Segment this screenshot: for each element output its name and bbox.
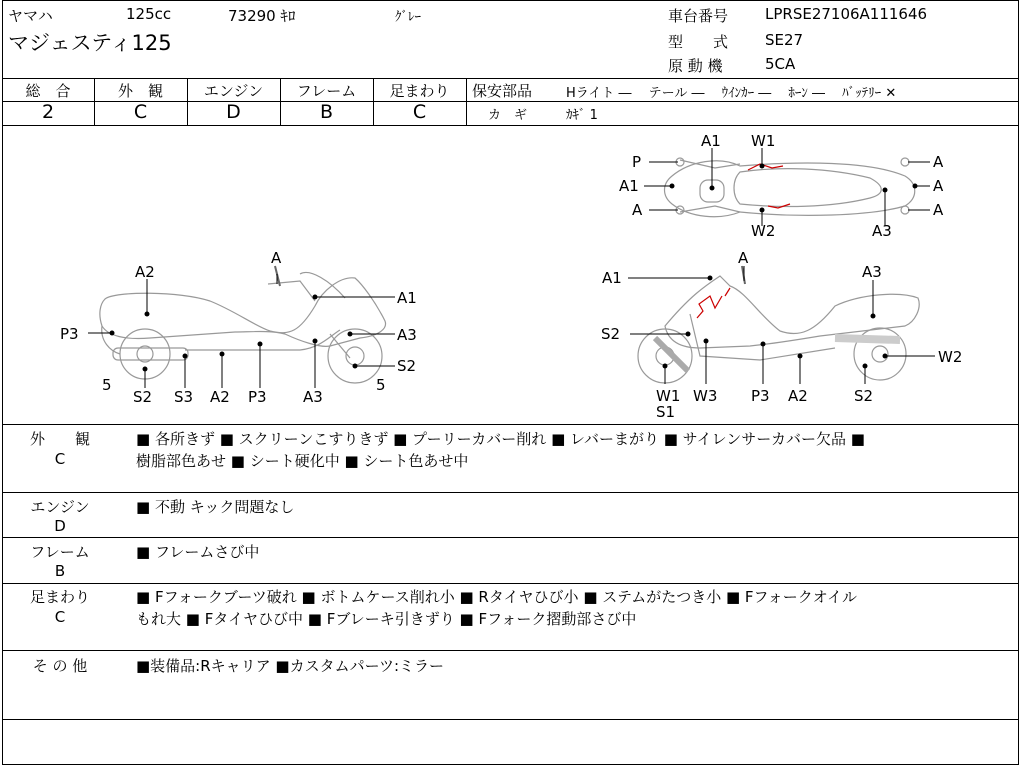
grade-total-label: 総 合 xyxy=(25,82,71,100)
divider xyxy=(2,424,1019,425)
diagram-label: P3 xyxy=(60,325,79,343)
safety-items: Hライト ― テール ― ｳｲﾝｶｰ ― ﾎｰﾝ ― ﾊﾞｯﾃﾘｰ ✕ xyxy=(566,86,897,101)
diagram-label: S2 xyxy=(397,357,417,375)
frame-no-label: 車台番号 xyxy=(668,7,729,25)
model-name: マジェスティ125 xyxy=(8,31,172,55)
divider xyxy=(2,719,1019,720)
section-label: 足まわり xyxy=(29,588,90,606)
diagram-label: W2 xyxy=(938,348,963,366)
section-grade: C xyxy=(54,608,66,626)
section-line: ■装備品:Rキャリア ■カスタムパーツ:ミラー xyxy=(136,657,445,675)
grade-suspension-label: 足まわり xyxy=(389,82,450,100)
section-line: ■ Fフォークブーツ破れ ■ ボトムケース削れ小 ■ Rタイヤひび小 ■ ステムがたつき小 ■ Fフォークオイル xyxy=(136,588,858,606)
section-line: ■ 不動 キック問題なし xyxy=(136,498,295,516)
divider xyxy=(2,583,1019,584)
diagram-label: A1 xyxy=(701,132,721,150)
divider xyxy=(2,650,1019,651)
divider xyxy=(466,101,1019,102)
key-label: カ ギ xyxy=(488,108,528,123)
color: ｸﾞﾚｰ xyxy=(395,10,421,25)
diagram-label: S1 xyxy=(656,403,676,421)
diagram-label: P3 xyxy=(248,388,267,406)
section-grade: D xyxy=(54,517,66,535)
diagram-label: 5 xyxy=(102,376,112,394)
diagram-label: A1 xyxy=(397,289,417,307)
mileage: 73290 ｷﾛ xyxy=(228,7,296,25)
grade-exterior-label: 外 観 xyxy=(117,82,163,100)
engine-value: 5CA xyxy=(765,55,796,73)
diagram-label: W1 xyxy=(656,387,681,405)
section-line: もれ大 ■ Fタイヤひび中 ■ Fブレーキ引きずり ■ Fフォーク摺動部さび中 xyxy=(136,610,637,628)
section-grade: C xyxy=(54,450,66,468)
diagram-label: S3 xyxy=(174,388,194,406)
diagram-label: A3 xyxy=(862,263,882,281)
diagram-label: A xyxy=(933,177,944,195)
diagram-label: W2 xyxy=(751,222,776,240)
diagram-label: A2 xyxy=(210,388,230,406)
grade-exterior-value: C xyxy=(133,101,148,123)
divider xyxy=(2,492,1019,493)
damage-diagram xyxy=(0,126,1020,424)
diagram-label: W3 xyxy=(693,387,718,405)
safety-label: 保安部品 xyxy=(472,82,533,100)
frame-no: LPRSE27106A111646 xyxy=(765,5,928,23)
grade-total-value: 2 xyxy=(41,101,55,123)
section-line: ■ 各所きず ■ スクリーンこすりきず ■ プーリーカバー削れ ■ レバーまがり ■ サイレンサーカバー欠品 ■ xyxy=(136,430,865,448)
diagram-label: A3 xyxy=(303,388,323,406)
section-label: エンジン xyxy=(30,498,90,516)
diagram-label: A1 xyxy=(602,269,622,287)
section-label: フレーム xyxy=(30,543,90,561)
divider xyxy=(2,78,1019,79)
diagram-label: A xyxy=(933,153,944,171)
displacement: 125cc xyxy=(126,5,172,23)
diagram-label: S2 xyxy=(133,388,153,406)
engine-label: 原 動 機 xyxy=(668,57,723,75)
diagram-label: A xyxy=(271,249,282,267)
grade-frame-label: フレーム xyxy=(296,82,357,100)
diagram-label: P xyxy=(632,153,642,171)
type-value: SE27 xyxy=(765,31,804,49)
diagram-label: A xyxy=(632,201,643,219)
diagram-label: 5 xyxy=(376,376,386,394)
grade-engine-label: エンジン xyxy=(203,82,264,100)
diagram-label: A3 xyxy=(872,222,892,240)
diagram-label: S2 xyxy=(854,387,874,405)
scooter-right-side-drawing xyxy=(638,266,919,383)
maker: ヤマハ xyxy=(8,7,53,25)
grade-frame-value: B xyxy=(319,101,334,123)
grade-engine-value: D xyxy=(226,101,241,123)
type-label: 型 式 xyxy=(668,33,729,51)
diagram-label: A xyxy=(933,201,944,219)
section-line: ■ フレームさび中 xyxy=(136,543,260,561)
divider xyxy=(2,537,1019,538)
section-label: そ の 他 xyxy=(32,657,88,675)
divider xyxy=(466,78,467,125)
scooter-top-view-drawing xyxy=(665,158,915,217)
diagram-label: P3 xyxy=(751,387,770,405)
diagram-label: A2 xyxy=(788,387,808,405)
section-label: 外 観 xyxy=(29,430,90,448)
diagram-label: A1 xyxy=(619,177,639,195)
scooter-left-side-drawing xyxy=(100,266,386,383)
diagram-label: A2 xyxy=(135,263,155,281)
diagram-label: A xyxy=(738,249,749,267)
diagram-label: A3 xyxy=(397,326,417,344)
diagram-label: S2 xyxy=(601,325,621,343)
diagram-label: W1 xyxy=(751,132,776,150)
section-line: 樹脂部色あせ ■ シート硬化中 ■ シート色あせ中 xyxy=(136,452,469,470)
key-value: ｶｷﾞ 1 xyxy=(566,108,598,123)
section-grade: B xyxy=(54,562,66,580)
grade-suspension-value: C xyxy=(412,101,427,123)
